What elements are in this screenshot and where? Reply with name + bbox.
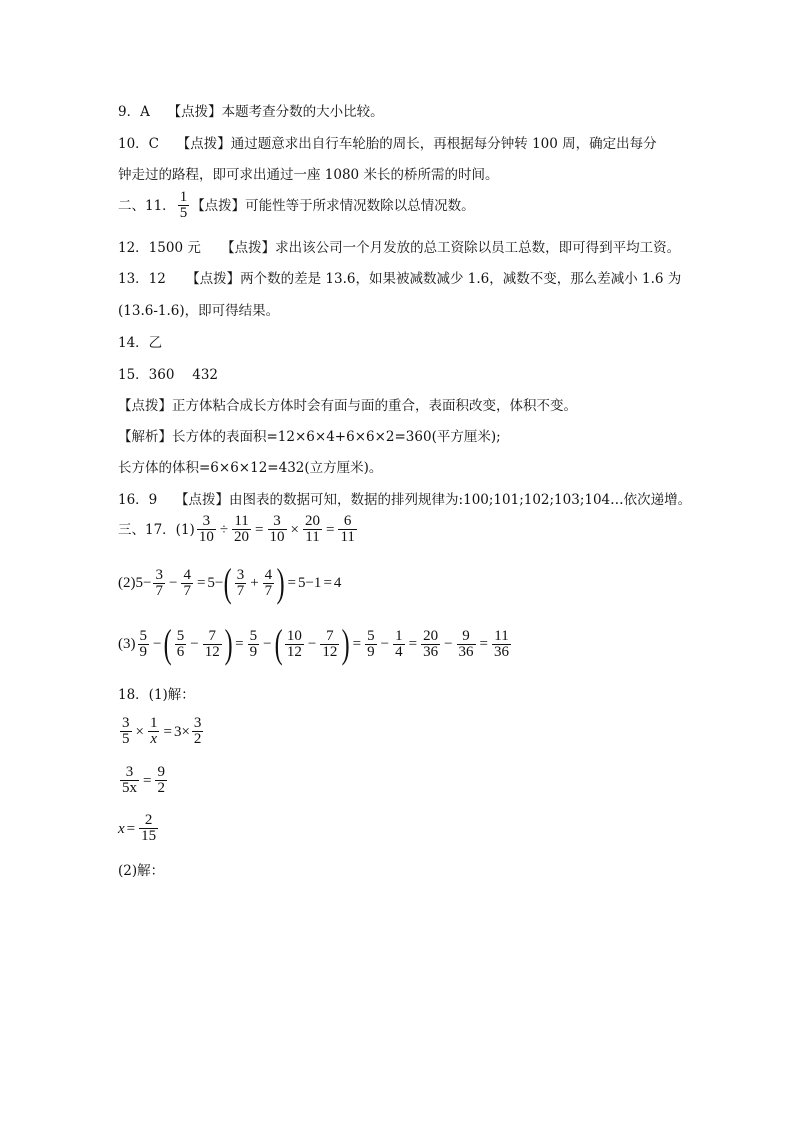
term: 5−: [135, 575, 152, 591]
sub-label: (2): [118, 575, 136, 591]
operator: −: [307, 636, 317, 652]
answer-10-line1: 10．C 【点拨】通过题意求出自行车轮胎的周长，再根据每分钟转 100 周，确定出每分: [118, 136, 657, 152]
operator: =: [479, 636, 488, 652]
term: 3×: [173, 723, 190, 740]
answer-9: 9．A 【点拨】本题考查分数的大小比较。: [118, 104, 384, 120]
denominator: 36: [494, 643, 509, 660]
numerator: 9: [462, 627, 470, 644]
denominator: 9: [139, 643, 147, 660]
denominator: 11: [340, 529, 355, 545]
denominator: 7: [183, 582, 191, 599]
answer-13-line1: 13．12 【点拨】两个数的差是 13.6，如果被减数减少 1.6，减数不变，那么差减小 1.6 为: [118, 271, 682, 287]
fraction: [155, 765, 167, 796]
fraction: [320, 629, 339, 660]
operator: −: [380, 636, 390, 652]
fraction: [285, 629, 304, 660]
answer-14: 14．乙: [118, 335, 163, 351]
numerator: 4: [183, 566, 191, 583]
answer-17-1: [118, 514, 359, 545]
operator: −: [263, 636, 272, 652]
numerator: 20: [304, 513, 320, 529]
fraction: [181, 568, 193, 599]
answer-15-hint: 【点拨】正方体粘合成长方体时会有面与面的重合，表面积改变，体积不变。: [118, 398, 577, 414]
equation-step-3: [118, 813, 160, 844]
denominator: 20: [234, 529, 250, 545]
numerator: 1: [149, 715, 158, 731]
answer-16: 16．9 【点拨】由图表的数据可知，数据的排列规律为:100;101;102;103;104…依次递增。: [118, 492, 692, 508]
numerator: 9: [157, 764, 165, 780]
fraction: [248, 629, 260, 660]
operator: =: [255, 521, 264, 538]
denominator: 12: [322, 643, 338, 660]
fraction: [178, 190, 190, 221]
denominator: 2: [157, 780, 165, 796]
fraction: [192, 716, 204, 747]
operator: −: [168, 575, 178, 591]
operator: +: [250, 575, 259, 591]
operator: −: [444, 636, 453, 652]
right-paren: ): [224, 621, 233, 666]
operator: =: [287, 575, 296, 591]
denominator: 12: [286, 643, 302, 660]
operator: =: [325, 521, 335, 538]
answer-18-2-label: (2)解：: [118, 863, 165, 879]
fraction: [197, 514, 216, 545]
denominator: 7: [264, 582, 273, 599]
answer-11-prefix: 二、11．: [118, 197, 176, 214]
denominator: 7: [155, 582, 163, 599]
term: 4: [333, 575, 342, 591]
sub-label: (3): [118, 636, 136, 652]
left-paren: (: [164, 621, 173, 666]
answer-17-prefix: 三、17．(1): [118, 521, 195, 538]
operator: −: [190, 636, 199, 652]
numerator: 1: [179, 189, 188, 205]
operator: =: [323, 575, 332, 591]
fraction: [203, 629, 222, 660]
denominator: 5: [179, 205, 188, 221]
fraction: [457, 629, 476, 660]
numerator: 5: [249, 627, 258, 644]
fraction: [235, 568, 247, 599]
numerator: 7: [326, 627, 334, 644]
denominator: 2: [193, 731, 202, 747]
numerator: 6: [343, 513, 352, 529]
denominator: 36: [458, 643, 474, 660]
denominator: 12: [204, 643, 220, 660]
numerator: 20: [423, 627, 439, 644]
numerator: 5: [367, 627, 375, 644]
numerator: 1: [395, 627, 403, 644]
operator: −: [153, 636, 162, 652]
denominator: 9: [249, 643, 258, 660]
operator: =: [235, 636, 244, 652]
answer-10-line2: 钟走过的路程，即可求出通过一座 1080 米长的桥所需的时间。: [118, 167, 499, 183]
equation-step-1: [118, 716, 205, 747]
equation-step-2: [118, 765, 169, 796]
answer-17-3: [118, 621, 513, 666]
operator: ×: [290, 521, 299, 538]
answer-17-2: [118, 560, 342, 605]
denominator: 10: [269, 529, 285, 545]
answer-13-line2: (13.6-1.6)，即可得结果。: [118, 303, 280, 319]
fraction: [393, 629, 405, 660]
numerator: 3: [202, 513, 211, 529]
fraction: [120, 765, 139, 796]
right-paren: ): [341, 621, 350, 666]
fraction: [263, 568, 275, 599]
term: 5−1: [297, 575, 322, 591]
operator: ×: [135, 723, 144, 740]
numerator: 11: [234, 513, 249, 529]
denominator: 5x: [122, 780, 137, 796]
numerator: 3: [122, 715, 130, 731]
variable: x: [150, 731, 158, 747]
operator: ÷: [219, 521, 229, 538]
fraction: [268, 514, 287, 545]
answer-15: 15．360 432: [118, 367, 219, 383]
fraction: [232, 514, 251, 545]
fraction: [365, 629, 377, 660]
right-paren: ): [276, 560, 285, 605]
answer-11-hint: 【点拨】可能性等于所求情况数除以总情况数。: [191, 197, 475, 214]
fraction: [148, 716, 160, 747]
fraction: [338, 514, 356, 545]
numerator: 10: [286, 627, 302, 644]
numerator: 11: [494, 627, 509, 644]
fraction: [421, 629, 440, 660]
operator: =: [408, 636, 418, 652]
fraction: [139, 813, 158, 844]
operator: =: [143, 772, 152, 789]
denominator: [148, 731, 159, 747]
numerator: 4: [264, 566, 273, 583]
fraction: [175, 629, 187, 660]
fraction: [138, 629, 150, 660]
denominator: 11: [305, 529, 320, 545]
denominator: 5: [122, 731, 130, 747]
denominator: 7: [236, 582, 245, 599]
numerator: 5: [176, 627, 185, 644]
term: 5−: [207, 575, 224, 591]
answer-12: 12．1500 元 【点拨】求出该公司一个月发放的总工资除以员工总数，即可得到平均工资。: [118, 240, 681, 256]
denominator: 15: [141, 828, 157, 844]
fraction: [120, 716, 132, 747]
operator: =: [196, 575, 206, 591]
denominator: 9: [367, 643, 375, 660]
fraction: [153, 568, 165, 599]
numerator: 3: [155, 566, 163, 583]
denominator: 36: [423, 643, 439, 660]
operator: =: [352, 636, 362, 652]
denominator: 6: [176, 643, 185, 660]
numerator: 3: [193, 715, 202, 731]
numerator: 2: [144, 812, 153, 828]
numerator: 5: [139, 627, 147, 644]
operator: =: [126, 820, 136, 837]
left-paren: (: [224, 560, 233, 605]
denominator: 4: [395, 643, 403, 660]
variable: x: [118, 820, 125, 837]
answer-15-solution-1: 【解析】长方体的表面积=12×6×4+6×6×2=360(平方厘米);: [118, 429, 501, 445]
answer-18-1-label: 18．(1)解：: [118, 687, 195, 703]
denominator: 10: [198, 529, 214, 545]
fraction: [303, 514, 322, 545]
fraction: [492, 629, 511, 660]
numerator: 3: [273, 513, 281, 529]
answer-11: [118, 190, 475, 221]
numerator: 3: [236, 566, 245, 583]
operator: =: [163, 723, 172, 740]
answer-15-solution-2: 长方体的体积=6×6×12=432(立方厘米)。: [118, 460, 383, 476]
numerator: 7: [208, 627, 217, 644]
left-paren: (: [274, 621, 283, 666]
numerator: 3: [125, 764, 134, 780]
